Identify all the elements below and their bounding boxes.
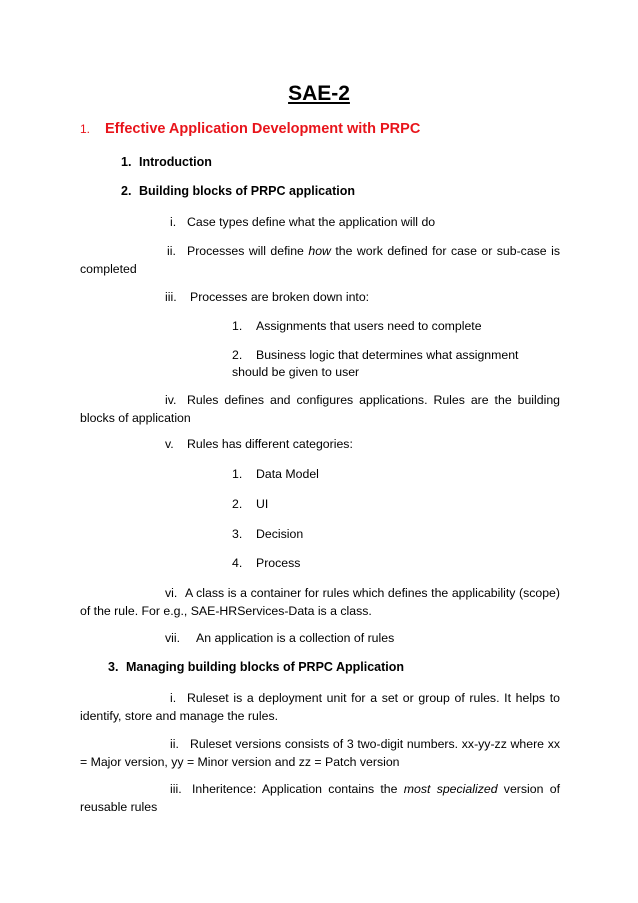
subsection-building-blocks xyxy=(121,184,355,198)
item-number: 4. xyxy=(232,556,243,570)
item-text-emphasis: how xyxy=(308,244,331,258)
subsection-managing xyxy=(108,660,404,674)
item-numeral: i. xyxy=(170,691,177,705)
item-text: Rules has different categories: xyxy=(187,437,353,451)
subsection-label: Introduction xyxy=(139,155,212,169)
building-item-vi xyxy=(80,584,560,620)
item-text-after: the work defined for case or sub-case is completed xyxy=(80,244,560,276)
item-text: Case types define what the application will do xyxy=(187,215,436,229)
item-numeral: vii. xyxy=(165,631,181,645)
managing-item-iii xyxy=(80,780,560,816)
subsection-label: Managing building blocks of PRPC Application xyxy=(126,660,405,674)
item-number: 1. xyxy=(232,319,243,333)
building-item-iii xyxy=(165,289,369,306)
subsection-number: 3. xyxy=(108,660,119,674)
subsection-number: 1. xyxy=(121,155,132,169)
subsection-introduction xyxy=(121,155,212,169)
building-item-iv xyxy=(80,391,560,427)
item-text: Decision xyxy=(256,527,304,541)
item-numeral: i. xyxy=(170,215,177,229)
rule-category-item-3 xyxy=(232,526,303,543)
item-text-line-1: Business logic that determines what assignment xyxy=(256,348,519,362)
item-numeral: iv. xyxy=(165,393,177,407)
process-breakdown-item-1 xyxy=(232,318,482,335)
item-text: Process xyxy=(256,556,301,570)
item-text: An application is a collection of rules xyxy=(196,631,395,645)
section-1-heading xyxy=(80,121,420,137)
item-numeral: iii. xyxy=(170,782,182,796)
section-1-text: Effective Application Development with PRPC xyxy=(105,121,421,137)
item-numeral: v. xyxy=(165,437,174,451)
building-item-vii xyxy=(165,630,394,647)
item-number: 1. xyxy=(232,467,243,481)
item-text: Assignments that users need to complete xyxy=(256,319,482,333)
building-item-v xyxy=(165,436,353,453)
managing-item-ii xyxy=(80,735,560,771)
item-number: 2. xyxy=(232,348,243,362)
process-breakdown-item-2-line-2: should be given to user xyxy=(232,365,360,379)
document-title: SAE-2 xyxy=(288,82,350,105)
item-text: A class is a container for rules which defines the applicability (scope) of the rule. For e.g., SAE-HRServices-Data is a class. xyxy=(80,586,560,618)
item-numeral: ii. xyxy=(167,244,176,258)
item-numeral: iii. xyxy=(165,290,177,304)
item-text-before: Inheritence: Application contains the xyxy=(192,782,404,796)
rule-category-item-2 xyxy=(232,496,268,513)
item-text: Data Model xyxy=(256,467,319,481)
rule-category-item-4 xyxy=(232,555,300,572)
item-numeral: vi. xyxy=(165,586,178,600)
item-text: UI xyxy=(256,497,269,511)
item-number: 3. xyxy=(232,527,243,541)
building-item-i xyxy=(170,214,435,231)
item-text: Ruleset is a deployment unit for a set or group of rules. It helps to identify, store and manage the rules. xyxy=(80,691,560,723)
item-text-emphasis: most specialized xyxy=(403,782,498,796)
subsection-label: Building blocks of PRPC application xyxy=(139,184,355,198)
item-text: Ruleset versions consists of 3 two-digit numbers. xx-yy-zz where xx = Major version, yy = Minor version and zz = Patch version xyxy=(80,737,560,769)
item-text: Processes are broken down into: xyxy=(190,290,370,304)
item-text-before: Processes will define xyxy=(187,244,309,258)
process-breakdown-item-2 xyxy=(232,347,518,364)
subsection-number: 2. xyxy=(121,184,132,198)
item-text-after: version of reusable rules xyxy=(80,782,560,814)
managing-item-i xyxy=(80,689,560,725)
building-item-ii xyxy=(80,242,560,278)
rule-category-item-1 xyxy=(232,466,319,483)
item-text: Rules defines and configures applications. Rules are the building blocks of application xyxy=(80,393,560,425)
section-1-number: 1. xyxy=(80,122,91,136)
item-number: 2. xyxy=(232,497,243,511)
item-numeral: ii. xyxy=(170,737,179,751)
